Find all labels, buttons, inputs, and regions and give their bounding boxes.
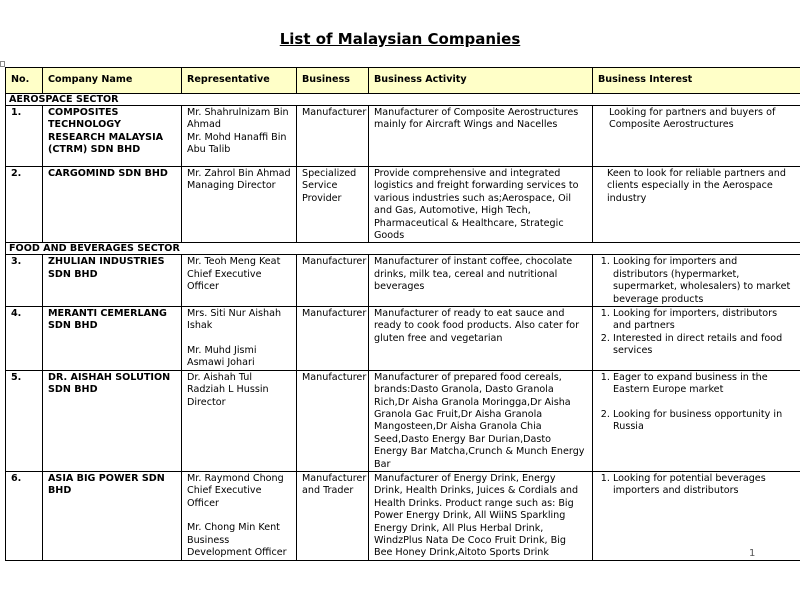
sector-name: FOOD AND BEVERAGES SECTOR [6, 243, 800, 255]
business-activity: Manufacturer of Composite Aerostructures mainly for Aircraft Wings and Nacelles [369, 106, 593, 167]
sector-name: AEROSPACE SECTOR [6, 94, 800, 106]
representative-line: Chief Executive Officer [187, 485, 262, 509]
companies-table [5, 67, 800, 561]
page-number: 1 [749, 548, 756, 559]
business-interest [593, 471, 800, 560]
business-type: Manufacturer [297, 255, 369, 307]
business-type: Manufacturer [297, 307, 369, 371]
business-interest: Keen to look for reliable partners and clients especially in the Aerospace industry [593, 167, 800, 243]
company-name: ASIA BIG POWER SDN BHD [43, 471, 182, 560]
representative-line: Mr. Shahrulnizam Bin Ahmad [187, 107, 289, 131]
table-row [6, 167, 800, 243]
interest-item: 2. Looking for business opportunity in Russia [613, 409, 795, 434]
representative-line: Mr. Mohd Hanaffi Bin Abu Talib [187, 131, 287, 156]
table-row [6, 307, 800, 371]
row-number: 1. [6, 106, 43, 167]
representative-line: Dr. Aishah Tul Radziah L Hussin [187, 371, 269, 396]
table-row [6, 370, 800, 471]
page-title: List of Malaysian Companies [279, 30, 521, 48]
col-header-representative: Representative [182, 68, 297, 94]
representative-line: Mr. Chong Min Kent [187, 522, 280, 534]
business-activity: Provide comprehensive and integrated logistics and freight forwarding services to various industries such as;Aerospace, Oil and Gas, Automotive, High Tech, Pharmaceutical & Healthcare, Strategic Goods [369, 167, 593, 243]
representative-line: Mr. Muhd Jismi Asmawi Johari [187, 344, 257, 369]
company-name: CARGOMIND SDN BHD [43, 167, 182, 243]
representative-line: Mrs. Siti Nur Aishah Ishak [187, 308, 282, 332]
sector-row [6, 243, 800, 255]
row-number: 2. [6, 167, 43, 243]
col-header-company: Company Name [43, 68, 182, 94]
interest-item: 2. Interested in direct retails and food services [613, 333, 795, 358]
representative [182, 307, 297, 371]
row-number: 5. [6, 370, 43, 471]
col-header-no: No. [6, 68, 43, 94]
business-type: Manufacturer and Trader [297, 471, 369, 560]
business-type: Manufacturer [297, 370, 369, 471]
representative [182, 471, 297, 560]
col-header-business: Business [297, 68, 369, 94]
representative-line: Mr. Zahrol Bin Ahmad [187, 168, 291, 179]
representative [182, 255, 297, 307]
interest-item: 1. Eager to expand business in the Eastern Europe market [613, 372, 795, 397]
table-row [6, 255, 800, 307]
representative-line: Managing Director [187, 180, 276, 192]
header-row [6, 68, 800, 94]
business-activity: Manufacturer of ready to eat sauce and ready to cook food products. Also cater for gluten free and vegetarian [369, 307, 593, 371]
representative [182, 370, 297, 471]
representative-line: Business Development Officer [187, 534, 287, 558]
interest-item: 1. Looking for potential beverages importers and distributors [613, 473, 795, 498]
business-activity: Manufacturer of Energy Drink, Energy Drink, Health Drinks, Juices & Cordials and Health Drinks. Product range such as: Big Power Energy Drink, All WiiNS Sparkling Energy Drink, All Plus Herbal Drink, WindzPlus Nata De Coco Fruit Drink, Big Bee Honey Drink,Aitoto Sports Drink [369, 471, 593, 560]
company-name: ZHULIAN INDUSTRIES SDN BHD [43, 255, 182, 307]
company-name: DR. AISHAH SOLUTION SDN BHD [43, 370, 182, 471]
col-header-activity: Business Activity [369, 68, 593, 94]
row-number: 6. [6, 471, 43, 560]
table-row [6, 106, 800, 167]
interest-item: 1. Looking for importers, distributors and partners [613, 308, 795, 333]
business-interest [593, 307, 800, 371]
representative-line: Director [187, 396, 226, 408]
business-activity: Manufacturer of prepared food cereals, brands:Dasto Granola, Dasto Granola Rich,Dr Aisha Granola Moringga,Dr Aisha Granola Gac Fruit,Dr Aisha Granola Mangosteen,Dr Aisha Granola Chia Seed,Dasto Energy Bar Durian,Dasto Energy Bar Matcha,Crunch & Munch Energy Bar [369, 370, 593, 471]
business-activity: Manufacturer of instant coffee, chocolate drinks, milk tea, cereal and nutritional beverages [369, 255, 593, 307]
business-interest: Looking for partners and buyers of Composite Aerostructures [593, 106, 800, 167]
business-interest [593, 370, 800, 471]
representative-line: Chief Executive Officer [187, 268, 262, 293]
business-interest [593, 255, 800, 307]
representative [182, 167, 297, 243]
representative-line: Mr. Teoh Meng Keat [187, 256, 281, 268]
sector-row [6, 94, 800, 106]
row-number: 3. [6, 255, 43, 307]
table-row [6, 471, 800, 560]
col-header-interest: Business Interest [593, 68, 800, 94]
representative [182, 106, 297, 167]
business-type: Manufacturer [297, 106, 369, 167]
company-name: COMPOSITES TECHNOLOGY RESEARCH MALAYSIA (CTRM) SDN BHD [43, 106, 182, 167]
interest-item: 1. Looking for importers and distributors (hypermarket, supermarket, wholesalers) to market beverage products [613, 256, 795, 306]
company-name: MERANTI CEMERLANG SDN BHD [43, 307, 182, 371]
row-number: 4. [6, 307, 43, 371]
representative-line: Mr. Raymond Chong [187, 472, 284, 484]
business-type: Specialized Service Provider [297, 167, 369, 243]
